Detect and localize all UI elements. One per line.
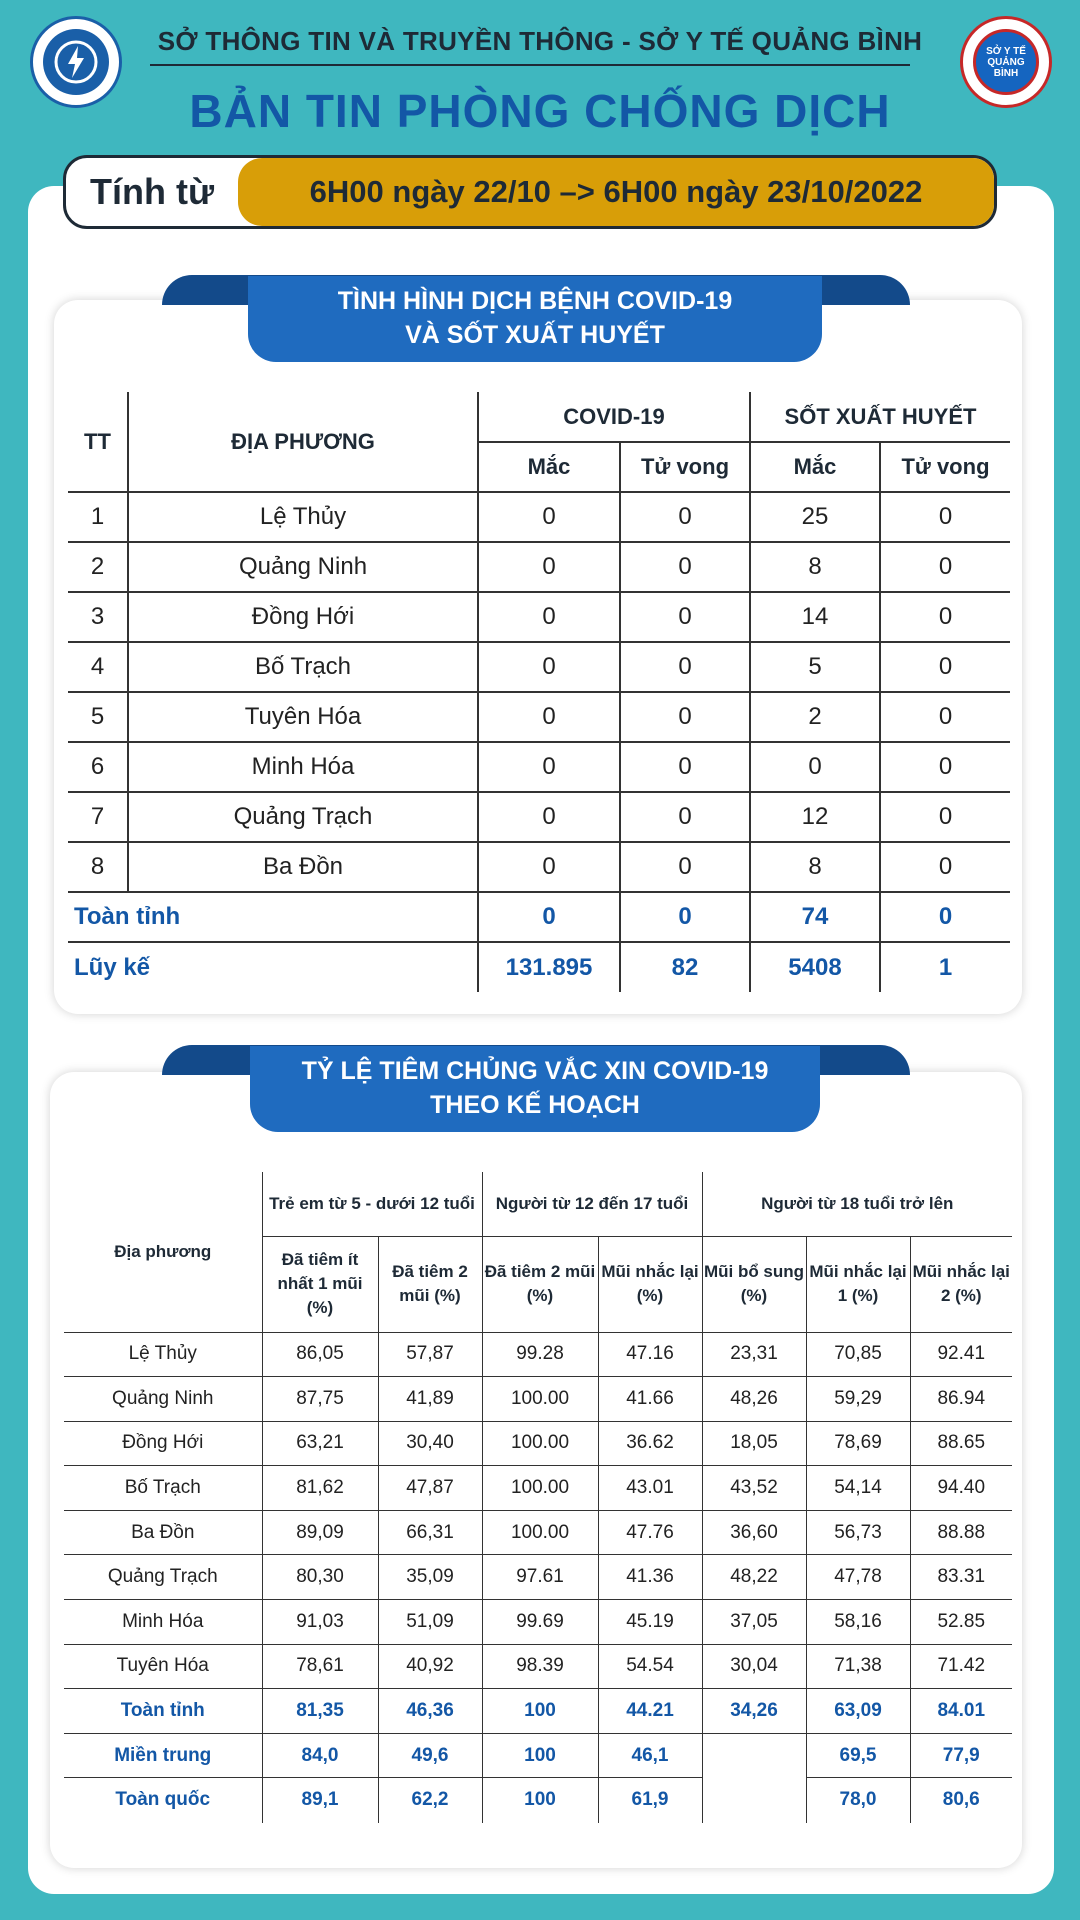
disease-table-body: [68, 492, 1010, 892]
column-header-additional: Mũi bổ sung (%): [702, 1236, 806, 1332]
table-cell: 0: [620, 542, 750, 592]
locality-name: Tuyên Hóa: [64, 1644, 262, 1689]
table-cell: 71.42: [910, 1644, 1012, 1689]
table-cell: 49,6: [378, 1733, 482, 1778]
table-row-summary: [64, 1689, 1012, 1734]
table-cell: 0: [620, 692, 750, 742]
table-cell: 63,21: [262, 1421, 378, 1466]
table-cell: 83.31: [910, 1555, 1012, 1600]
column-header-booster1: Mũi nhắc lại 1 (%): [806, 1236, 910, 1332]
table-cell: 0: [478, 842, 620, 892]
table-cell: 78,0: [806, 1778, 910, 1823]
locality-name: Quảng Ninh: [128, 542, 478, 592]
table-cell: 0: [620, 492, 750, 542]
column-header-covid-cases: Mắc: [478, 442, 620, 492]
vaccination-table-body: [64, 1332, 1012, 1823]
table-cell: 52.85: [910, 1600, 1012, 1645]
table-cell: 62,2: [378, 1778, 482, 1823]
table-cell: 80,30: [262, 1555, 378, 1600]
locality-name: Đồng Hới: [128, 592, 478, 642]
table-cell: 30,40: [378, 1421, 482, 1466]
table-cell: 59,29: [806, 1377, 910, 1422]
table-cell: 56,73: [806, 1510, 910, 1555]
column-header-locality: Địa phương: [64, 1172, 262, 1332]
table-cell: 57,87: [378, 1332, 482, 1377]
table-cell: 41.36: [598, 1555, 702, 1600]
table-row: [64, 1466, 1012, 1511]
table-cell: 0: [478, 592, 620, 642]
table-cell: 6: [68, 742, 128, 792]
table-cell: 48,22: [702, 1555, 806, 1600]
table-cell: 36.62: [598, 1421, 702, 1466]
table-row: [68, 542, 1010, 592]
column-header-locality: ĐỊA PHƯƠNG: [128, 392, 478, 492]
table-cell: 2: [750, 692, 880, 742]
locality-name: Toàn tỉnh: [64, 1689, 262, 1734]
locality-name: Ba Đồn: [64, 1510, 262, 1555]
table-cell: 8: [68, 842, 128, 892]
locality-name: Minh Hóa: [64, 1600, 262, 1645]
table-row: [64, 1600, 1012, 1645]
table-cell: 91,03: [262, 1600, 378, 1645]
table-cell: 54,14: [806, 1466, 910, 1511]
lightning-icon: [54, 40, 98, 84]
locality-name: Quảng Ninh: [64, 1377, 262, 1422]
table-cell: 2: [68, 542, 128, 592]
table-cell: 0: [880, 842, 1010, 892]
table-cell: 25: [750, 492, 880, 542]
table-row: [68, 692, 1010, 742]
table-cell: 0: [880, 642, 1010, 692]
table-cell: 1: [68, 492, 128, 542]
column-header-teen-dose2: Đã tiêm 2 mũi (%): [482, 1236, 598, 1332]
table-cell: 8: [750, 542, 880, 592]
section-ribbon: [250, 1046, 820, 1132]
table-cell: 0: [880, 742, 1010, 792]
table-cell: 47,87: [378, 1466, 482, 1511]
table-cell: 0: [478, 542, 620, 592]
locality-name: Tuyên Hóa: [128, 692, 478, 742]
table-row: [64, 1510, 1012, 1555]
ministry-logo: [30, 16, 122, 108]
table-row-cumulative: [68, 942, 1010, 992]
page-title: BẢN TIN PHÒNG CHỐNG DỊCH: [189, 85, 891, 137]
table-cell: 41,89: [378, 1377, 482, 1422]
table-row: [64, 1421, 1012, 1466]
table-cell: 0: [620, 792, 750, 842]
table-cell: 0: [478, 492, 620, 542]
table-cell: 5: [68, 692, 128, 742]
table-cell: 97.61: [482, 1555, 598, 1600]
table-cell: 0: [620, 842, 750, 892]
table-cell: 0: [880, 492, 1010, 542]
table-cell: 0: [880, 892, 1010, 942]
column-header-covid-deaths: Tử vong: [620, 442, 750, 492]
table-row: [68, 642, 1010, 692]
table-cell: 36,60: [702, 1510, 806, 1555]
table-cell: 100: [482, 1689, 598, 1734]
header-divider: [150, 64, 910, 66]
table-cell: 100.00: [482, 1510, 598, 1555]
table-row: [64, 1377, 1012, 1422]
health-logo-text: SỞ Y TẾ QUẢNG BÌNH: [986, 45, 1026, 79]
table-cell: 98.39: [482, 1644, 598, 1689]
table-cell: 81,35: [262, 1689, 378, 1734]
table-cell: 43,52: [702, 1466, 806, 1511]
table-cell: 3: [68, 592, 128, 642]
table-row: [64, 1555, 1012, 1600]
section-ribbon: [248, 276, 822, 362]
table-cell: 35,09: [378, 1555, 482, 1600]
table-cell: 84,0: [262, 1733, 378, 1778]
table-cell: 23,31: [702, 1332, 806, 1377]
table-cell: 5408: [750, 942, 880, 992]
table-cell: 86.94: [910, 1377, 1012, 1422]
column-header-dengue-deaths: Tử vong: [880, 442, 1010, 492]
table-cell: 99.28: [482, 1332, 598, 1377]
locality-name: Miền trung: [64, 1733, 262, 1778]
row-label: Toàn tỉnh: [68, 892, 478, 942]
table-row: [68, 592, 1010, 642]
vaccination-table: [64, 1172, 1012, 1823]
table-cell: 66,31: [378, 1510, 482, 1555]
table-cell: 37,05: [702, 1600, 806, 1645]
section2-title-line1: TỶ LỆ TIÊM CHỦNG VẮC XIN COVID-19: [301, 1057, 769, 1085]
column-header-tt: TT: [68, 392, 128, 492]
table-cell: [702, 1778, 806, 1823]
table-row-province-total: [68, 892, 1010, 942]
table-cell: 43.01: [598, 1466, 702, 1511]
section2-title-line2: THEO KẾ HOẠCH: [430, 1091, 640, 1119]
table-cell: 71,38: [806, 1644, 910, 1689]
table-cell: 100.00: [482, 1466, 598, 1511]
table-cell: 47,78: [806, 1555, 910, 1600]
info-communications-logo-icon: [43, 29, 109, 95]
table-cell: 0: [478, 742, 620, 792]
column-header-children: Trẻ em từ 5 - dưới 12 tuổi: [262, 1172, 482, 1236]
date-label: Tính từ: [89, 171, 215, 212]
table-cell: 82: [620, 942, 750, 992]
row-label: Lũy kế: [68, 942, 478, 992]
table-cell: 46,1: [598, 1733, 702, 1778]
section1-title-line2: VÀ SỐT XUẤT HUYẾT: [405, 321, 665, 349]
table-cell: 89,09: [262, 1510, 378, 1555]
table-cell: 0: [880, 592, 1010, 642]
table-cell: 0: [880, 692, 1010, 742]
date-range-bar: [63, 155, 997, 229]
locality-name: Bố Trạch: [128, 642, 478, 692]
table-cell: 80,6: [942, 1789, 980, 1811]
column-header-dose1: Đã tiêm ít nhất 1 mũi (%): [262, 1236, 378, 1332]
table-cell: 54.54: [598, 1644, 702, 1689]
table-cell: 100.00: [482, 1421, 598, 1466]
table-cell: 41.66: [598, 1377, 702, 1422]
column-header-covid: COVID-19: [478, 392, 750, 442]
locality-name: Lệ Thủy: [128, 492, 478, 542]
locality-name: Toàn quốc: [64, 1778, 262, 1823]
table-cell: 47.76: [598, 1510, 702, 1555]
table-cell: 58,16: [806, 1600, 910, 1645]
column-header-dengue-cases: Mắc: [750, 442, 880, 492]
table-cell: 14: [750, 592, 880, 642]
table-cell: 5: [750, 642, 880, 692]
table-row: [68, 492, 1010, 542]
table-cell: 0: [478, 692, 620, 742]
column-header-dose2: Đã tiêm 2 mũi (%): [378, 1236, 482, 1332]
locality-name: Minh Hóa: [128, 742, 478, 792]
table-cell: 30,04: [702, 1644, 806, 1689]
table-cell: 88.65: [910, 1421, 1012, 1466]
locality-name: Quảng Trạch: [128, 792, 478, 842]
table-cell: 0: [478, 792, 620, 842]
column-header-teens: Người từ 12 đến 17 tuổi: [482, 1172, 702, 1236]
table-cell: 7: [68, 792, 128, 842]
health-department-logo: [960, 16, 1052, 108]
table-cell: 0: [620, 892, 750, 942]
date-range-value: 6H00 ngày 22/10 –> 6H00 ngày 23/10/2022: [238, 158, 994, 226]
table-cell: 99.69: [482, 1600, 598, 1645]
locality-name: Quảng Trạch: [64, 1555, 262, 1600]
disease-status-table: [68, 392, 1010, 992]
table-cell: 0: [478, 892, 620, 942]
table-row: [68, 792, 1010, 842]
table-cell: 47.16: [598, 1332, 702, 1377]
table-cell: 46,36: [378, 1689, 482, 1734]
table-cell: 18,05: [702, 1421, 806, 1466]
medical-caduceus-icon: [973, 29, 1039, 95]
table-cell: 100: [482, 1733, 598, 1778]
table-cell: 0: [478, 642, 620, 692]
table-cell: 0: [880, 542, 1010, 592]
column-header-booster2: Mũi nhắc lại 2 (%): [910, 1236, 1012, 1332]
table-cell: 74: [750, 892, 880, 942]
table-cell: 4: [68, 642, 128, 692]
column-header-teen-booster: Mũi nhắc lại (%): [598, 1236, 702, 1332]
column-header-dengue: SỐT XUẤT HUYẾT: [750, 392, 1010, 442]
table-cell: 131.895: [478, 942, 620, 992]
table-cell: 0: [620, 742, 750, 792]
locality-name: Bố Trạch: [64, 1466, 262, 1511]
table-row: [64, 1644, 1012, 1689]
table-cell: 0: [750, 742, 880, 792]
table-cell: 0: [620, 642, 750, 692]
table-cell: 89,1: [262, 1778, 378, 1823]
table-row-summary: [64, 1778, 1012, 1823]
table-row-summary: [64, 1733, 1012, 1778]
table-cell: 48,26: [702, 1377, 806, 1422]
table-cell: 86,05: [262, 1332, 378, 1377]
table-cell: 34,26: [702, 1689, 806, 1734]
locality-name: Đồng Hới: [64, 1421, 262, 1466]
table-cell: 81,62: [262, 1466, 378, 1511]
table-row: [68, 742, 1010, 792]
table-cell: 8: [750, 842, 880, 892]
table-cell: 0: [880, 792, 1010, 842]
header-subtitle: SỞ THÔNG TIN VÀ TRUYỀN THÔNG - SỞ Y TẾ QUẢNG BÌNH: [157, 26, 923, 56]
table-cell: 88.88: [910, 1510, 1012, 1555]
table-cell: 78,61: [262, 1644, 378, 1689]
table-cell: 94.40: [910, 1466, 1012, 1511]
table-cell: 63,09: [806, 1689, 910, 1734]
table-cell: 100: [482, 1778, 598, 1823]
table-cell: [702, 1733, 806, 1778]
table-cell: 84.01: [910, 1689, 1012, 1734]
table-cell: 100.00: [482, 1377, 598, 1422]
table-cell: 87,75: [262, 1377, 378, 1422]
table-cell: 92.41: [910, 1332, 1012, 1377]
table-cell: 40,92: [378, 1644, 482, 1689]
table-cell: 61,9: [598, 1778, 702, 1823]
table-row: [64, 1332, 1012, 1377]
locality-name: Ba Đồn: [128, 842, 478, 892]
section1-title-line1: TÌNH HÌNH DỊCH BỆNH COVID-19: [337, 287, 733, 315]
table-row: [68, 842, 1010, 892]
table-cell: 44.21: [598, 1689, 702, 1734]
table-cell: 12: [750, 792, 880, 842]
locality-name: Lệ Thủy: [64, 1332, 262, 1377]
table-cell: 1: [938, 953, 953, 981]
table-cell: 78,69: [806, 1421, 910, 1466]
table-cell: 51,09: [378, 1600, 482, 1645]
table-cell: 77,9: [910, 1733, 1012, 1778]
table-cell: 45.19: [598, 1600, 702, 1645]
column-header-adults: Người từ 18 tuổi trở lên: [702, 1172, 1012, 1236]
table-cell: 69,5: [806, 1733, 910, 1778]
table-cell: 70,85: [806, 1332, 910, 1377]
table-cell: 0: [620, 592, 750, 642]
